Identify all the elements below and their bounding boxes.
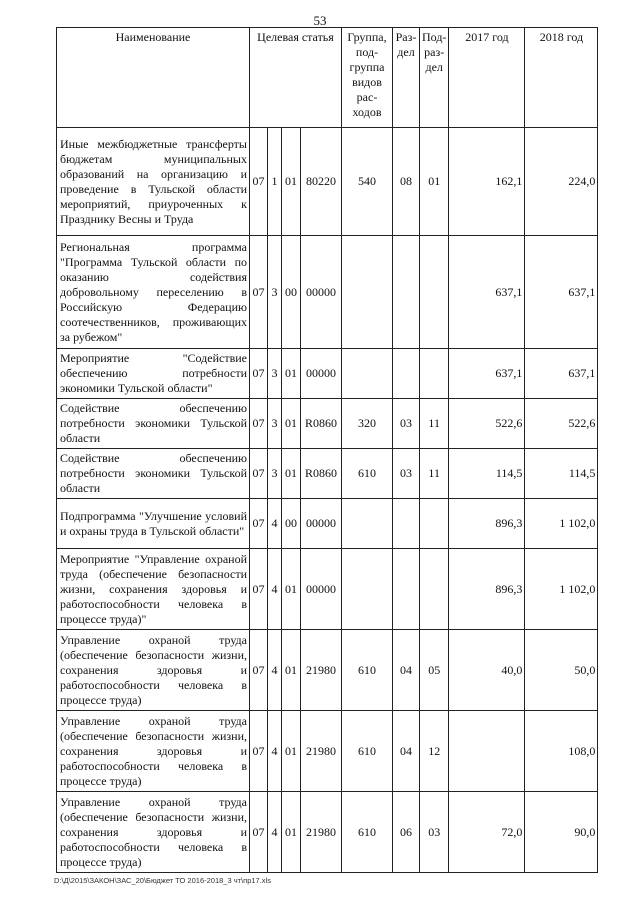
target-direction: 21980 — [301, 630, 342, 711]
target-subprogram: 4 — [268, 549, 282, 630]
table-row — [57, 549, 598, 630]
amount-2018: 90,0 — [525, 792, 598, 873]
amount-2017: 637,1 — [449, 349, 525, 399]
target-event: 01 — [282, 128, 301, 236]
subsection-code: 11 — [420, 399, 449, 449]
amount-2018: 522,6 — [525, 399, 598, 449]
table-row — [57, 128, 598, 236]
section-code: 04 — [393, 630, 420, 711]
table-row — [57, 630, 598, 711]
target-event: 01 — [282, 630, 301, 711]
target-subprogram: 1 — [268, 128, 282, 236]
target-direction: R0860 — [301, 449, 342, 499]
amount-2018: 637,1 — [525, 236, 598, 349]
page-number: 53 — [313, 13, 327, 28]
target-direction: 00000 — [301, 236, 342, 349]
amount-2017: 896,3 — [449, 499, 525, 549]
target-subprogram: 4 — [268, 792, 282, 873]
subsection-code: 01 — [420, 128, 449, 236]
section-code — [393, 499, 420, 549]
subsection-code — [420, 349, 449, 399]
subsection-code — [420, 549, 449, 630]
target-event: 01 — [282, 549, 301, 630]
expense-group: 540 — [342, 128, 393, 236]
expense-group — [342, 349, 393, 399]
target-subprogram: 4 — [268, 499, 282, 549]
expense-group: 320 — [342, 399, 393, 449]
amount-2018: 224,0 — [525, 128, 598, 236]
target-program: 07 — [250, 128, 268, 236]
table-body — [57, 128, 598, 873]
amount-2018: 108,0 — [525, 711, 598, 792]
amount-2017: 637,1 — [449, 236, 525, 349]
amount-2017: 896,3 — [449, 549, 525, 630]
subsection-code — [420, 499, 449, 549]
row-name: Управление охраной труда (обеспечение безопасности жизни, сохранения здоровья и работоспособности человека в процессе труда) — [57, 630, 250, 711]
target-program: 07 — [250, 449, 268, 499]
expense-group: 610 — [342, 792, 393, 873]
amount-2018: 1 102,0 — [525, 549, 598, 630]
amount-2017: 162,1 — [449, 128, 525, 236]
header-name: Наименование — [57, 28, 250, 128]
target-subprogram: 3 — [268, 236, 282, 349]
row-name: Управление охраной труда (обеспечение безопасности жизни, сохранения здоровья и работоспособности человека в процессе труда) — [57, 792, 250, 873]
table-row — [57, 236, 598, 349]
target-subprogram: 3 — [268, 399, 282, 449]
target-direction: 00000 — [301, 349, 342, 399]
expense-group: 610 — [342, 630, 393, 711]
target-direction: 21980 — [301, 792, 342, 873]
section-code: 06 — [393, 792, 420, 873]
header-target-article: Целевая статья — [250, 28, 342, 128]
amount-2018: 637,1 — [525, 349, 598, 399]
row-name: Управление охраной труда (обеспечение безопасности жизни, сохранения здоровья и работоспособности человека в процессе труда) — [57, 711, 250, 792]
header-row — [57, 28, 598, 128]
subsection-code — [420, 236, 449, 349]
target-program: 07 — [250, 236, 268, 349]
table-row — [57, 499, 598, 549]
row-name: Содействие обеспечению потребности экономики Тульской области — [57, 399, 250, 449]
target-direction: R0860 — [301, 399, 342, 449]
target-direction: 00000 — [301, 549, 342, 630]
target-event: 00 — [282, 499, 301, 549]
target-event: 01 — [282, 449, 301, 499]
table-row — [57, 449, 598, 499]
amount-2017: 522,6 — [449, 399, 525, 449]
expense-group: 610 — [342, 711, 393, 792]
file-path-footer: D:\Д\2015\ЗАКОН\ЗАС_20\Бюджет ТО 2016-2018_3 чт\пр17.xls — [54, 876, 271, 885]
subsection-code: 03 — [420, 792, 449, 873]
row-name: Мероприятие "Содействие обеспечению потребности экономики Тульской области" — [57, 349, 250, 399]
amount-2017: 114,5 — [449, 449, 525, 499]
target-event: 01 — [282, 399, 301, 449]
section-code: 04 — [393, 711, 420, 792]
target-subprogram: 3 — [268, 449, 282, 499]
target-event: 01 — [282, 792, 301, 873]
target-program: 07 — [250, 792, 268, 873]
row-name: Иные межбюджетные трансферты бюджетам муниципальных образований на организацию и проведение в Тульской области мероприятий, приуроченных к Празднику Весны и Труда — [57, 128, 250, 236]
amount-2017: 40,0 — [449, 630, 525, 711]
header-expense-group: Группа, под-группа видов рас-ходов — [342, 28, 393, 128]
target-event: 00 — [282, 236, 301, 349]
target-program: 07 — [250, 711, 268, 792]
target-program: 07 — [250, 399, 268, 449]
section-code — [393, 236, 420, 349]
target-event: 01 — [282, 711, 301, 792]
target-subprogram: 4 — [268, 711, 282, 792]
table-row — [57, 711, 598, 792]
amount-2018: 50,0 — [525, 630, 598, 711]
target-direction: 21980 — [301, 711, 342, 792]
expense-group — [342, 549, 393, 630]
header-section: Раз-дел — [393, 28, 420, 128]
amount-2018: 114,5 — [525, 449, 598, 499]
target-program: 07 — [250, 549, 268, 630]
header-subsection: Под-раз-дел — [420, 28, 449, 128]
subsection-code: 05 — [420, 630, 449, 711]
section-code — [393, 349, 420, 399]
row-name: Подпрограмма "Улучшение условий и охраны труда в Тульской области" — [57, 499, 250, 549]
section-code: 03 — [393, 399, 420, 449]
budget-table — [56, 27, 598, 873]
subsection-code: 12 — [420, 711, 449, 792]
section-code — [393, 549, 420, 630]
row-name: Мероприятие "Управление охраной труда (обеспечение безопасности жизни, сохранения здоровья и работоспособности человека в процессе труда)" — [57, 549, 250, 630]
target-event: 01 — [282, 349, 301, 399]
subsection-code: 11 — [420, 449, 449, 499]
table-row — [57, 399, 598, 449]
section-code: 03 — [393, 449, 420, 499]
row-name: Региональная программа "Программа Тульской области по оказанию содействия добровольному переселению в Российскую Федерацию соотечественников, проживающих за рубежом" — [57, 236, 250, 349]
target-direction: 80220 — [301, 128, 342, 236]
target-subprogram: 4 — [268, 630, 282, 711]
target-program: 07 — [250, 630, 268, 711]
expense-group: 610 — [342, 449, 393, 499]
table-row — [57, 792, 598, 873]
expense-group — [342, 499, 393, 549]
row-name: Содействие обеспечению потребности экономики Тульской области — [57, 449, 250, 499]
section-code: 08 — [393, 128, 420, 236]
header-year-2017: 2017 год — [449, 28, 525, 128]
amount-2017: 72,0 — [449, 792, 525, 873]
target-program: 07 — [250, 499, 268, 549]
amount-2017 — [449, 711, 525, 792]
expense-group — [342, 236, 393, 349]
amount-2018: 1 102,0 — [525, 499, 598, 549]
target-direction: 00000 — [301, 499, 342, 549]
target-subprogram: 3 — [268, 349, 282, 399]
target-program: 07 — [250, 349, 268, 399]
header-year-2018: 2018 год — [525, 28, 598, 128]
table-row — [57, 349, 598, 399]
